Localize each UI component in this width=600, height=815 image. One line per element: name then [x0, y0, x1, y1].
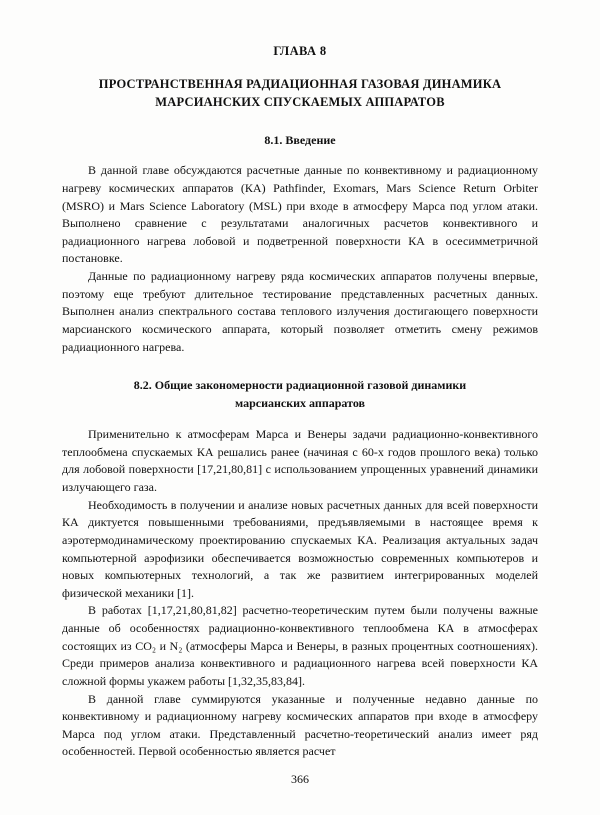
section-heading-line-1: 8.2. Общие закономерности радиационной газовой динамики [133, 378, 467, 393]
paragraph: В данной главе обсуждаются расчетные данные по конвективному и радиационному нагреву космических аппаратов (КА) Pathfinder, Exomars, Mars Science Return Orbiter (MSRO) и Mars Science Laboratory (MSL) при входе в атмосферу Марса под углом атаки. Выполнено сравнение с результатами аналогичных расчетов конвективного и радиационного нагрева лобовой и подветренной поверхности КА в осесимметричной постановке. [62, 163, 538, 266]
section-general-laws-body [62, 426, 538, 761]
paragraph: Необходимость в получении и анализе новых расчетных данных для всей поверхности КА диктуется повышенными требованиями, предъявляемыми в настоящее время к аэротермодинамическому проектированию спускаемых КА. Реализация актуальных задач компьютерной аэрофизики обеспечивается возможностью современных компьютеров и новых компьютерных технологий, а так же развитием интегрированных моделей физической механики [1]. [62, 497, 538, 600]
paragraph: В работах [1,17,21,80,81,82] расчетно-теоретическим путем были получены важные данные об особенностях радиационно-конвективного теплообмена КА в атмосферах состоящих из CO₂ и N₂ (атмосферы Марса и Венеры, в разных процентных соотношениях). Среди примеров анализа конвективного и радиационного нагрева всей поверхности КА сложной формы укажем работы [1,32,35,83,84]. [62, 603, 538, 688]
paragraph: В данной главе суммируются указанные и полученные недавно данные по конвективному и радиационному нагреву космических аппаратов при входе в атмосферу Марса под углом атаки. Представленный расчетно-теоретический анализ имеет ряд особенностей. Первой особенностью является расчет [62, 691, 538, 759]
section-heading-introduction: 8.1. Введение [264, 133, 336, 148]
section-introduction-body [62, 162, 538, 356]
page-number: 366 [291, 772, 309, 786]
page-title-line-2: МАРСИАНСКИХ СПУСКАЕМЫХ АППАРАТОВ [155, 95, 445, 110]
paragraph: Данные по радиационному нагреву ряда космических аппаратов получены впервые, поэтому еще требуют длительное тестирование представленных расчетных данных. Выполнен анализ спектрального состава теплового излучения достигающего поверхности марсианского космического аппарата, который позволяет отметить смену режимов радиационного нагрева. [62, 269, 538, 354]
paragraph: Применительно к атмосферам Марса и Венеры задачи радиационно-конвективного теплообмена спускаемых КА решались ранее (начиная с 60-х годов прошлого века) только для лобовой поверхности [17,21,80,81] с использованием упрощенных уравнений динамики излучающего газа. [62, 427, 538, 494]
page-title-line-1: ПРОСТРАНСТВЕННАЯ РАДИАЦИОННАЯ ГАЗОВАЯ ДИНАМИКА [98, 77, 502, 91]
page-title [62, 75, 538, 111]
section-heading-line-2: марсианских аппаратов [234, 396, 366, 411]
section-heading-general-laws [62, 376, 538, 412]
page-content [62, 44, 538, 761]
chapter-label: ГЛАВА 8 [273, 44, 327, 58]
